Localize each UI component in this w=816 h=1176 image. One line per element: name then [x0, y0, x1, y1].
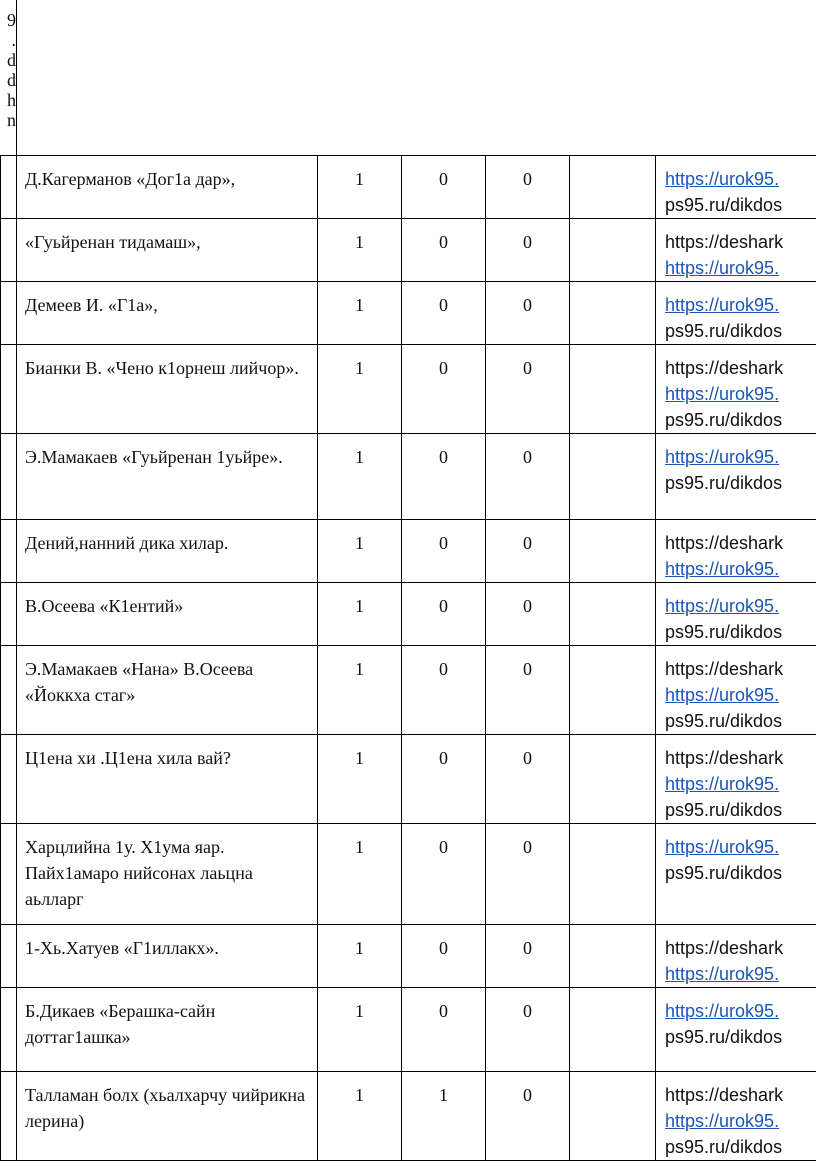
hours-control: 0 [402, 219, 486, 282]
row-number-cell [1, 219, 17, 282]
hours-practice: 0 [486, 824, 570, 925]
resource-link[interactable]: https://urok95. [665, 384, 780, 404]
resources-cell [656, 520, 816, 583]
resources-cell [656, 156, 816, 219]
hours-control: 0 [402, 345, 486, 434]
table-row [1, 156, 816, 219]
lesson-title: Демеев И. «Г1а», [17, 282, 318, 345]
hours-total: 1 [318, 735, 402, 824]
resource-link[interactable]: https://urok95. [665, 964, 780, 984]
date-cell [570, 583, 656, 646]
row-number-cell [1, 520, 17, 583]
header-fragment-line: 9 [7, 10, 16, 30]
hours-total: 1 [318, 646, 402, 735]
resource-text: ps95.ru/dikdos [665, 321, 783, 341]
header-fragment-line: d [7, 50, 16, 70]
lesson-title: 1-Хь.Хатуев «Г1иллакх». [17, 925, 318, 988]
table-row [1, 583, 816, 646]
date-cell [570, 824, 656, 925]
resources-cell [656, 988, 816, 1072]
resources-cell [656, 345, 816, 434]
table-row [1, 735, 816, 824]
lesson-title: «Гуьйренан тидамаш», [17, 219, 318, 282]
resources-cell [656, 735, 816, 824]
row-number-cell [1, 735, 17, 824]
table-row [1, 434, 816, 520]
date-cell [570, 219, 656, 282]
hours-control: 0 [402, 925, 486, 988]
row-number-cell [1, 1072, 17, 1161]
hours-control: 0 [402, 156, 486, 219]
table-row [1, 1072, 816, 1161]
resources-cell [656, 925, 816, 988]
resource-link[interactable]: https://urok95. [665, 559, 780, 579]
hours-practice: 0 [486, 219, 570, 282]
hours-control: 0 [402, 282, 486, 345]
lesson-title: Э.Мамакаев «Гуьйренан 1уьйре». [17, 434, 318, 520]
hours-total: 1 [318, 1072, 402, 1161]
resource-text: ps95.ru/dikdos [665, 1137, 783, 1157]
row-number-cell [1, 156, 17, 219]
resource-text: ps95.ru/dikdos [665, 800, 783, 820]
lesson-title: Д.Кагерманов «Дог1а дар», [17, 156, 318, 219]
hours-control: 0 [402, 434, 486, 520]
hours-practice: 0 [486, 988, 570, 1072]
hours-total: 1 [318, 583, 402, 646]
header-fragment-line: d [7, 70, 16, 90]
resource-text: ps95.ru/dikdos [665, 473, 783, 493]
hours-practice: 0 [486, 434, 570, 520]
hours-total: 1 [318, 345, 402, 434]
hours-control: 0 [402, 735, 486, 824]
resource-text: https://deshark [665, 232, 784, 252]
resource-link[interactable]: https://urok95. [665, 169, 780, 189]
hours-practice: 0 [486, 520, 570, 583]
date-cell [570, 735, 656, 824]
resource-text: ps95.ru/dikdos [665, 410, 783, 430]
header-fragment-line: h [7, 90, 16, 110]
lesson-title: В.Осеева «К1ентий» [17, 583, 318, 646]
header-fragment-text [0, 10, 16, 130]
date-cell [570, 520, 656, 583]
date-cell [570, 925, 656, 988]
hours-total: 1 [318, 988, 402, 1072]
lesson-title: Э.Мамакаев «Нана» В.Осеева «Йоккха стаг» [17, 646, 318, 735]
resources-cell [656, 646, 816, 735]
date-cell [570, 988, 656, 1072]
header-fragment-line: n [7, 110, 16, 130]
resource-link[interactable]: https://urok95. [665, 447, 780, 467]
hours-control: 0 [402, 520, 486, 583]
lesson-title: Дений,нанний дика хилар. [17, 520, 318, 583]
hours-total: 1 [318, 282, 402, 345]
lesson-plan-table [0, 155, 816, 1161]
lesson-title: Б.Дикаев «Берашка-сайн доттаг1ашка» [17, 988, 318, 1072]
hours-practice: 0 [486, 925, 570, 988]
resource-text: ps95.ru/dikdos [665, 1027, 783, 1047]
table-row [1, 824, 816, 925]
resource-link[interactable]: https://urok95. [665, 596, 780, 616]
hours-practice: 0 [486, 735, 570, 824]
hours-practice: 0 [486, 1072, 570, 1161]
table-row [1, 282, 816, 345]
header-fragment-line: . [11, 30, 16, 50]
resources-cell [656, 434, 816, 520]
resources-cell [656, 824, 816, 925]
row-number-cell [1, 646, 17, 735]
date-cell [570, 646, 656, 735]
header-fragment-cell [0, 0, 17, 156]
resource-text: https://deshark [665, 358, 784, 378]
table-row [1, 520, 816, 583]
hours-practice: 0 [486, 345, 570, 434]
lesson-title: Харцлийна 1у. Х1ума яар. Пайх1амаро нийсонах лаьцна аьлларг [17, 824, 318, 925]
resource-text: ps95.ru/dikdos [665, 622, 783, 642]
hours-total: 1 [318, 219, 402, 282]
lesson-title: Талламан болх (хьалхарчу чийрикна лерина) [17, 1072, 318, 1161]
hours-practice: 0 [486, 156, 570, 219]
hours-total: 1 [318, 520, 402, 583]
resource-link[interactable]: https://urok95. [665, 837, 780, 857]
hours-total: 1 [318, 925, 402, 988]
resource-link[interactable]: https://urok95. [665, 258, 780, 278]
hours-control: 0 [402, 646, 486, 735]
row-number-cell [1, 925, 17, 988]
resource-link[interactable]: https://urok95. [665, 774, 780, 794]
resources-cell [656, 282, 816, 345]
resource-link[interactable]: https://urok95. [665, 1001, 780, 1021]
resource-link[interactable]: https://urok95. [665, 1111, 780, 1131]
hours-control: 0 [402, 988, 486, 1072]
hours-control: 0 [402, 583, 486, 646]
table-row [1, 345, 816, 434]
resources-cell [656, 219, 816, 282]
hours-practice: 0 [486, 583, 570, 646]
hours-total: 1 [318, 156, 402, 219]
date-cell [570, 156, 656, 219]
table-row [1, 988, 816, 1072]
row-number-cell [1, 434, 17, 520]
row-number-cell [1, 345, 17, 434]
hours-total: 1 [318, 824, 402, 925]
row-number-cell [1, 988, 17, 1072]
date-cell [570, 1072, 656, 1161]
hours-control: 0 [402, 824, 486, 925]
resource-link[interactable]: https://urok95. [665, 295, 780, 315]
resource-text: https://deshark [665, 938, 784, 958]
hours-practice: 0 [486, 282, 570, 345]
resource-text: https://deshark [665, 533, 784, 553]
table-row [1, 219, 816, 282]
resource-text: ps95.ru/dikdos [665, 863, 783, 883]
hours-total: 1 [318, 434, 402, 520]
resources-cell [656, 583, 816, 646]
date-cell [570, 434, 656, 520]
hours-practice: 0 [486, 646, 570, 735]
lesson-title: Бианки В. «Чено к1орнеш лийчор». [17, 345, 318, 434]
resource-text: ps95.ru/dikdos [665, 711, 783, 731]
table-row [1, 646, 816, 735]
date-cell [570, 345, 656, 434]
table-row [1, 925, 816, 988]
resource-text: https://deshark [665, 1085, 784, 1105]
lesson-title: Ц1ена хи .Ц1ена хила вай? [17, 735, 318, 824]
row-number-cell [1, 824, 17, 925]
resource-link[interactable]: https://urok95. [665, 685, 780, 705]
row-number-cell [1, 282, 17, 345]
resource-text: https://deshark [665, 659, 784, 679]
row-number-cell [1, 583, 17, 646]
resource-text: https://deshark [665, 748, 784, 768]
date-cell [570, 282, 656, 345]
resource-text: ps95.ru/dikdos [665, 195, 783, 215]
resources-cell [656, 1072, 816, 1161]
hours-control: 1 [402, 1072, 486, 1161]
